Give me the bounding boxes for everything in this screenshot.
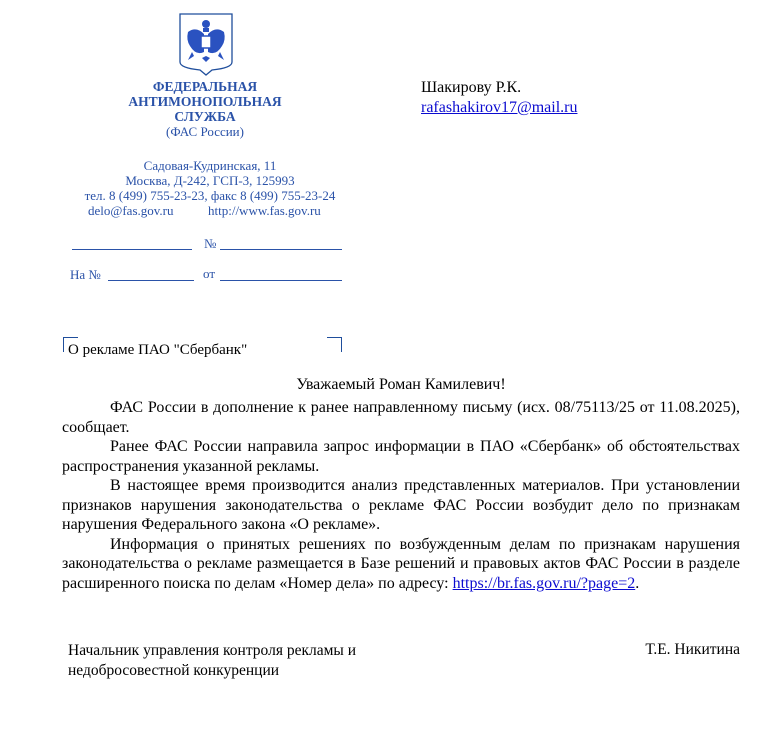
signature-name: Т.Е. Никитина bbox=[645, 641, 740, 658]
paragraph-3: В настоящее время производится анализ представленных материалов. При установлении признаков нарушения законодательства о рекламе ФАС России возбудит дело по признакам нарушения Федерального закона «О рекламе». bbox=[62, 477, 740, 533]
recipient-name: Шакирову Р.К. bbox=[421, 79, 522, 96]
from-blank-line bbox=[220, 280, 342, 281]
ref-blank-line bbox=[108, 280, 194, 281]
org-website: http://www.fas.gov.ru bbox=[208, 203, 321, 218]
paragraph-2: Ранее ФАС России направила запрос информации в ПАО «Сбербанк» об обстоятельствах распространения указанной рекламы. bbox=[62, 438, 740, 475]
org-short-name: (ФАС России) bbox=[166, 124, 244, 139]
russian-coat-of-arms-icon bbox=[178, 12, 234, 76]
link-suffix: . bbox=[635, 574, 640, 592]
recipient-block bbox=[421, 78, 577, 118]
number-label: № bbox=[204, 236, 217, 251]
subject-line: О рекламе ПАО "Сбербанк" bbox=[68, 342, 248, 358]
org-name-line1: ФЕДЕРАЛЬНАЯ bbox=[152, 79, 258, 94]
subject-corner-right bbox=[327, 337, 342, 352]
date-blank-line bbox=[72, 249, 192, 250]
recipient-email-link[interactable]: rafashakirov17@mail.ru bbox=[421, 99, 578, 116]
address-line1: Садовая-Кудринская, 11 bbox=[143, 158, 277, 173]
letter-body bbox=[62, 398, 740, 593]
paragraph-4-text: Информация о принятых решениях по возбужденным делам по признакам нарушения законодательства о рекламе размещается в Базе решений и правовых актов ФАС России в разделе расширенного поиска по делам «Номер дела» по адресу: bbox=[62, 535, 740, 592]
fas-database-link[interactable]: https://br.fas.gov.ru/?page=2 bbox=[452, 574, 636, 592]
ref-label: На № bbox=[70, 267, 101, 282]
org-email: delo@fas.gov.ru bbox=[88, 203, 174, 218]
phone-line: тел. 8 (499) 755-23-23, факс 8 (499) 755-23-24 bbox=[84, 188, 336, 203]
paragraph-4 bbox=[62, 535, 740, 594]
greeting: Уважаемый Роман Камилевич! bbox=[296, 376, 506, 393]
from-label: от bbox=[203, 266, 216, 281]
signature-position-line1: Начальник управления контроля рекламы и bbox=[68, 642, 357, 659]
number-blank-line bbox=[220, 249, 342, 250]
paragraph-1: ФАС России в дополнение к ранее направленному письму (исх. 08/75113/25 от 11.08.2025), сообщает. bbox=[62, 399, 740, 436]
org-name-line3: СЛУЖБА bbox=[174, 109, 236, 124]
signature-position bbox=[68, 641, 356, 681]
org-name-line2: АНТИМОНОПОЛЬНАЯ bbox=[128, 94, 282, 109]
address-line2: Москва, Д-242, ГСП-3, 125993 bbox=[125, 173, 295, 188]
signature-position-line2: недобросовестной конкуренции bbox=[68, 662, 280, 679]
